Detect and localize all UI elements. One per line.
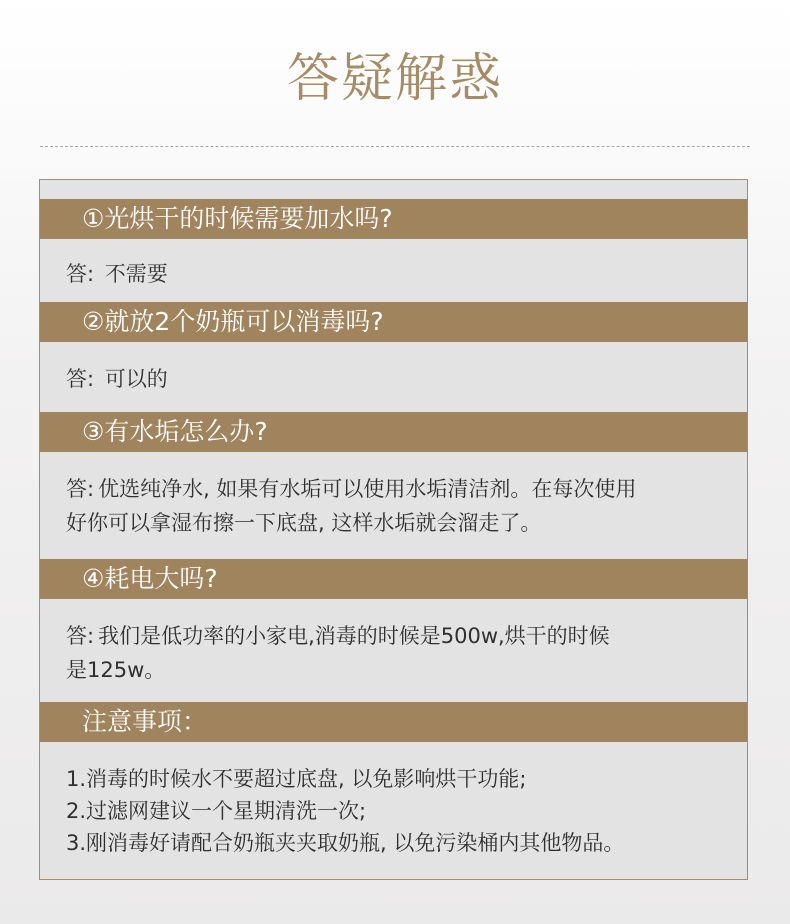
- answer-line-2: 是125w。: [66, 658, 166, 682]
- faq-question-2: ②就放2个奶瓶可以消毒吗?: [40, 302, 747, 342]
- faq-question-4: ④耗电大吗?: [40, 559, 747, 599]
- notes-item: 3.刚消毒好请配合奶瓶夹夹取奶瓶, 以免污染桶内其他物品。: [66, 831, 625, 855]
- answer-label: 答:: [66, 262, 95, 286]
- answer-label: 答:: [66, 624, 95, 648]
- notes-item: 1.消毒的时候水不要超过底盘, 以免影响烘干功能;: [66, 767, 527, 791]
- answer-text: 我们是低功率的小家电,消毒的时候是500w,烘干的时候: [98, 624, 610, 648]
- faq-answer-3: [40, 472, 747, 540]
- answer-text: 可以的: [104, 367, 168, 391]
- answer-label: 答:: [66, 477, 95, 501]
- notes-list: [40, 763, 747, 859]
- dashed-divider: [40, 146, 750, 147]
- answer-text: 不需要: [104, 262, 168, 286]
- notes-item: 2.过滤网建议一个星期清洗一次;: [66, 799, 367, 823]
- faq-question-1: ①光烘干的时候需要加水吗?: [40, 199, 747, 239]
- answer-text: 优选纯净水, 如果有水垢可以使用水垢清洁剂。在每次使用: [98, 477, 637, 501]
- faq-answer-4: [40, 619, 747, 687]
- notes-heading: 注意事项：: [40, 702, 747, 742]
- faq-card: [39, 179, 748, 880]
- answer-line-1: [66, 619, 721, 653]
- page-title: 答疑解惑: [286, 49, 503, 109]
- faq-answer-2: [40, 362, 747, 396]
- answer-line-1: [66, 472, 721, 506]
- faq-answer-1: [40, 257, 747, 291]
- answer-label: 答:: [66, 367, 95, 391]
- faq-question-3: ③有水垢怎么办?: [40, 412, 747, 452]
- answer-line-2: 好你可以拿湿布擦一下底盘, 这样水垢就会溜走了。: [66, 511, 542, 535]
